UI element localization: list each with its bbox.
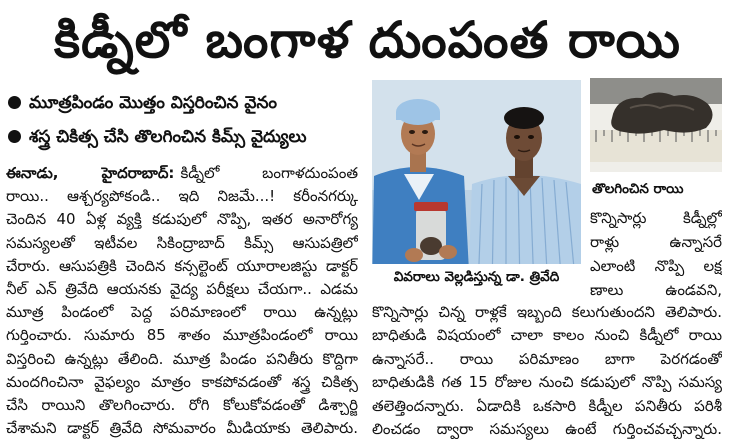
kidney-stone-photo — [590, 78, 722, 172]
body-line: ఉన్నాసరే.. రాయి పరిమాణం బాగా పెరగడంతో — [372, 349, 722, 368]
body-line: సమస్యలతో ఇటీవల సికింద్రాబాద్ కిమ్స్ ఆసుపత్రిలో — [6, 233, 358, 252]
body-right-wide-column — [372, 301, 722, 441]
bullet-text: శస్త్ర చికిత్స చేసి తొలగించిన కిమ్స్ వైద్యులు — [29, 127, 307, 147]
bullet-item — [6, 122, 362, 152]
body-line: లించడం ద్వారా సమస్యలు ఉంటే గుర్తించవచ్చన్నారు. — [372, 419, 722, 438]
headline: కిడ్నీలో బంగాళ దుంపంత రాయి — [54, 11, 681, 69]
body-line: బాధితుడి విషయంలో చాలా కాలం నుంచి కిడ్నీలో రాయి — [372, 326, 722, 345]
bullet-item — [6, 88, 362, 118]
photo-caption: వివరాలు వెల్లడిస్తున్న డా. త్రివేది — [372, 264, 581, 290]
body-line: రాయి.. ఆశ్చర్యపోకండి.. ఇది నిజమే...! కరీంనగర్కు — [6, 187, 358, 206]
body-line: ఈనాడు, హైదరాబాద్: కిడ్నీలో బంగాళదుంపంత — [6, 164, 358, 182]
body-left-column — [6, 162, 358, 440]
bullet-icon — [8, 130, 21, 143]
doctor-and-patient-photo — [372, 80, 581, 290]
bullet-icon — [8, 96, 21, 109]
body-line: చేరారు. ఆసుపత్రికి చెందిన కన్సల్టెంట్ యూరాలజిస్టు డాక్టర్ — [6, 256, 358, 275]
body-line: బాధితుడికి గత 15 రోజుల నుంచి కడుపులో నొప్పి సమస్య — [372, 373, 722, 392]
body-line: గుర్తించారు. సుమారు 85 శాతం మూత్రపిండంలో రాయి — [6, 326, 358, 345]
body-line: చేశామని డాక్టర్ త్రివేది సోమవారం మీడియాకు తెలిపారు. — [6, 419, 358, 438]
bullet-text: మూత్రపిండం మొత్తం విస్తరించిన వైనం — [29, 93, 278, 113]
body-line: చెందిన 40 ఏళ్ల వ్యక్తి కడుపులో నొప్పి, ఇతర అనారోగ్య — [6, 210, 358, 229]
stone-photo-caption: తొలగించిన రాయి — [592, 181, 684, 197]
ruler — [590, 130, 722, 162]
dateline: ఈనాడు, హైదరాబాద్: — [6, 164, 175, 182]
body-line: మందగించినా వైఫల్యం మాత్రం కాకపోవడంతో శస్త్ర చికిత్స — [6, 372, 358, 391]
body-right-narrow-column — [590, 206, 722, 302]
body-line: కొన్నిసార్లు కిడ్నీల్లో — [590, 209, 722, 227]
body-line: ణాలు ఉండవని, — [590, 281, 722, 299]
stone-illustration — [590, 78, 722, 172]
photo-illustration — [372, 80, 581, 290]
body-line: చేసి రాయిని తొలగించారు. రోగి కోలుకోవడంతో డిశ్చార్జి — [6, 395, 358, 414]
body-line: మూత్ర పిండంలో పెద్ద పరిమాణంలో రాయి ఉన్నట్లు — [6, 303, 358, 322]
body-line: తలెత్తిందన్నారు. ఏడాదికి ఒకసారి కిడ్నీల పనితీరు పరిశీ — [372, 396, 722, 415]
body-line: కొన్నిసార్లు చిన్న రాళ్లకే ఇబ్బంది కలుగుతుందని తెలిపారు. — [372, 303, 722, 321]
body-line: విస్తరించి ఉన్నట్లు తేలింది. మూత్ర పిండం పనితీరు కొద్దిగా — [6, 349, 358, 368]
body-line: నీల్ ఎన్ త్రివేది ఆయనకు వైద్య పరీక్షలు చేయగా.. ఎడమ — [6, 279, 358, 298]
body-line: రాళ్లు ఉన్నాసరే — [590, 233, 722, 251]
body-line: ఎలాంటి నొప్పి లక్ష — [590, 257, 722, 275]
